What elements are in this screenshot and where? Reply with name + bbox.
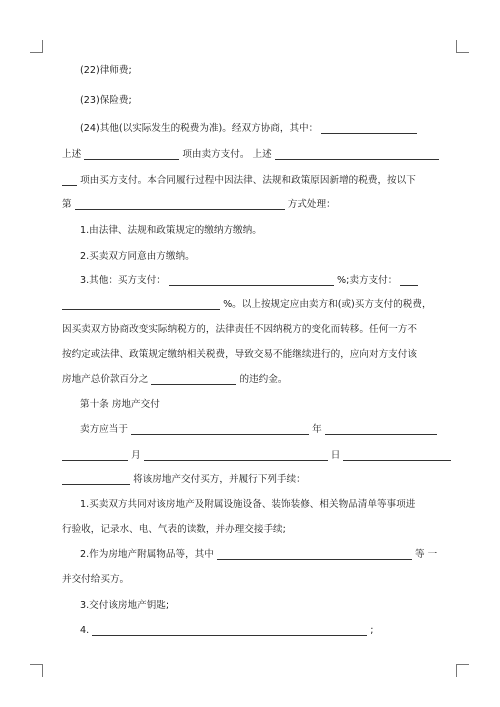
text-line: 按约定或法律、政策规定缴纳相关税费，导致交易不能继续进行的，应向对方支付该 (62, 349, 417, 360)
procedure-1: 1.买卖双方共同对该房地产及附属设施设备、装饰装修、相关物品清单等事项进 (80, 499, 416, 510)
text-line: 并交付给买方。 (62, 574, 130, 585)
blank-field[interactable] (62, 297, 220, 310)
text-line: 将该房地产交付买方，并履行下列手续： (62, 472, 442, 488)
blank-field[interactable] (217, 547, 412, 560)
blank-field[interactable] (62, 472, 130, 485)
text-line: 房地产总价款百分之 的违约金。 (62, 374, 288, 385)
blank-field[interactable] (325, 422, 437, 435)
procedure-3: 3.交付该房地产钥匙; (80, 600, 170, 611)
blank-field[interactable] (75, 197, 285, 210)
text-line: %。以上按规定应由卖方和(或)买方支付的税费， (62, 297, 442, 313)
blank-field[interactable] (62, 448, 128, 461)
crop-mark-bottom-left (30, 664, 43, 677)
option-3: 3.其他：买方支付： %;卖方支付： (62, 273, 442, 289)
crop-mark-bottom-right (456, 664, 469, 677)
clause-line-24: (24)其他(以实际发生的税费为准)。经双方协商，其中： (62, 121, 442, 137)
text-line: 月 日 (62, 448, 442, 464)
blank-field[interactable] (343, 448, 451, 461)
text-line: 项由买方支付。本合同履行过程中因法律、法规和政策原因新增的税费，按以下 (62, 173, 442, 189)
blank-field[interactable] (400, 273, 418, 286)
clause-line-23: (23)保险费; (80, 95, 132, 106)
blank-field[interactable] (131, 422, 309, 435)
blank-field[interactable] (321, 121, 417, 134)
text-line: 因买卖双方协商改变实际纳税方的，法律责任不因纳税方的变化而转移。任何一方不 (62, 324, 417, 335)
blank-field[interactable] (151, 372, 236, 385)
procedure-2: 2.作为房地产附属物品等，其中 等 一 (80, 549, 438, 560)
text-line: 第 方式处理： (62, 199, 336, 210)
section-heading: 第十条 房地产交付 (80, 399, 160, 410)
clause-line-22: (22)律师费; (80, 65, 132, 76)
blank-field[interactable] (169, 273, 334, 286)
option-1: 1.由法律、法规和政策规定的缴纳方缴纳。 (80, 225, 262, 236)
option-2: 2.买卖双方同意由方缴纳。 (80, 251, 195, 262)
text-line: 上述 项由卖方支付。 上述 (62, 147, 442, 163)
text-line: 行验收，记录水、电、气表的读数，并办理交接手续; (62, 524, 286, 535)
crop-mark-top-right (456, 40, 469, 53)
blank-field[interactable] (144, 448, 328, 461)
procedure-4: 4. ; (80, 625, 374, 636)
blank-field[interactable] (84, 147, 179, 160)
crop-mark-top-left (30, 40, 43, 53)
text-line: 卖方应当于 年 (62, 422, 442, 438)
blank-field[interactable] (62, 173, 77, 186)
blank-field[interactable] (92, 623, 367, 636)
blank-field[interactable] (275, 147, 439, 160)
